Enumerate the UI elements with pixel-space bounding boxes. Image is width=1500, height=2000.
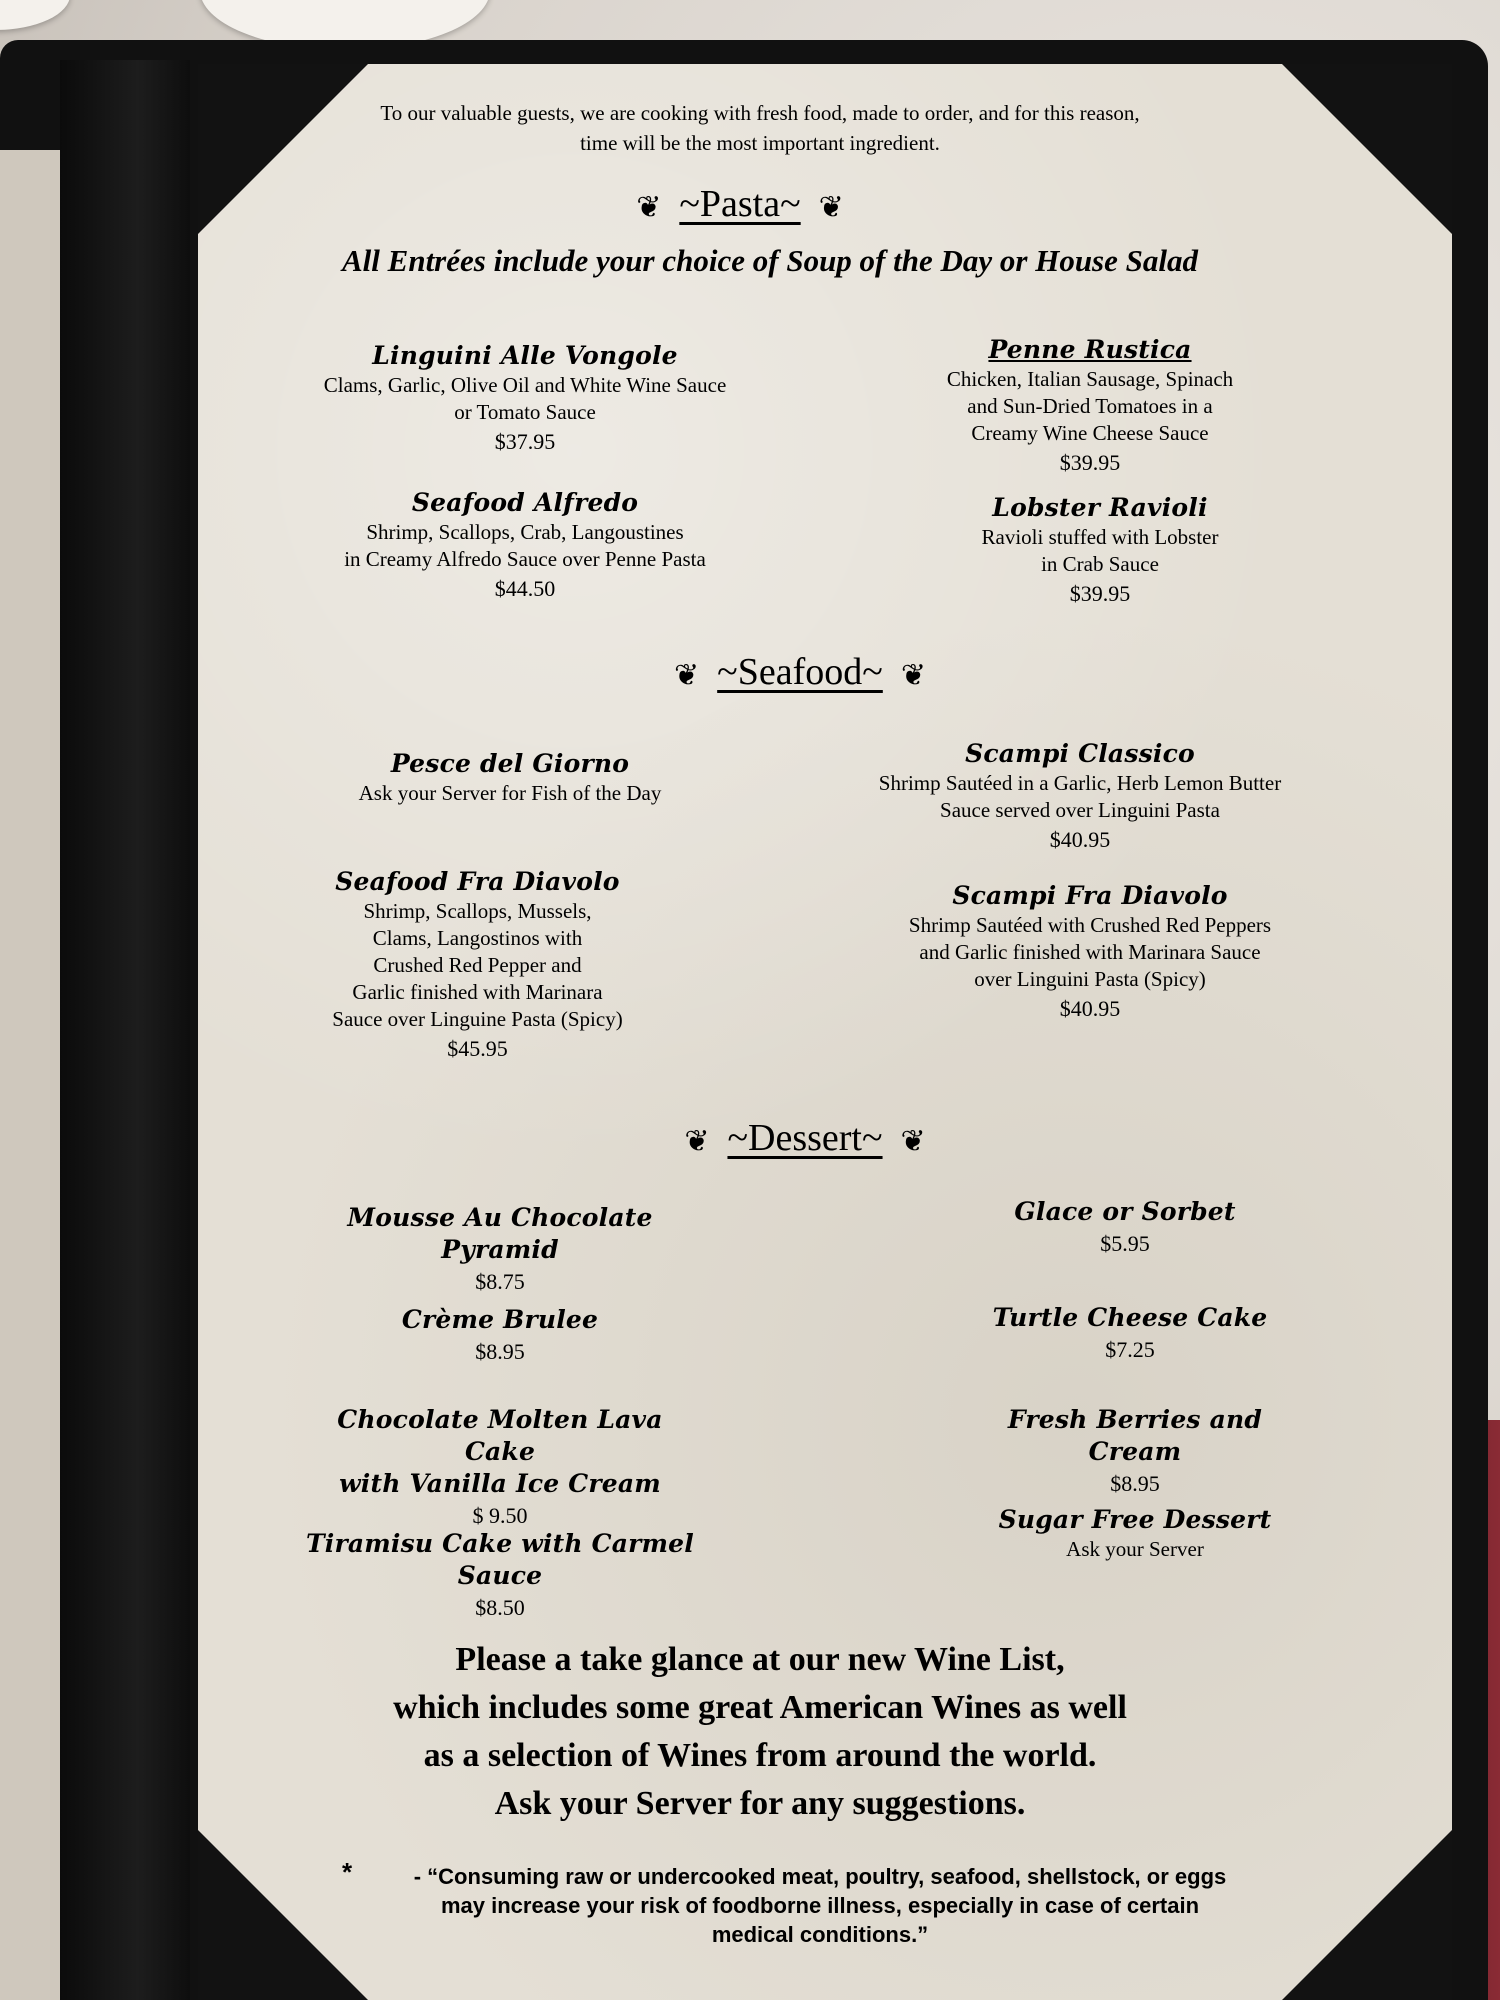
menu-item (300, 487, 750, 605)
wine-line: Ask your Server for any suggestions. (494, 1785, 1026, 1822)
item-price: $44.50 (494, 576, 556, 601)
corner-tab (198, 1830, 368, 2000)
menu-item (310, 1404, 690, 1532)
wine-line: Please a take glance at our new Wine List, (455, 1641, 1065, 1678)
menu-item (300, 748, 720, 807)
item-name: Glace or Sorbet (1014, 1197, 1236, 1226)
intro-line: time will be the most important ingredient. (580, 131, 940, 155)
menu-item (980, 1196, 1270, 1260)
item-price: $40.95 (1049, 827, 1111, 852)
item-description: Shrimp, Scallops, Crab, Langoustines (366, 520, 684, 544)
item-description: in Crab Sauce (1041, 552, 1159, 576)
item-description: Garlic finished with Marinara (352, 980, 603, 1004)
food-safety-warning (342, 1857, 1290, 1949)
item-description: over Linguini Pasta (Spicy) (974, 967, 1206, 991)
item-description: Ask your Server for Fish of the Day (358, 781, 662, 805)
item-price: $5.95 (1100, 1231, 1150, 1256)
item-description: and Sun-Dried Tomatoes in a (967, 394, 1213, 418)
wine-list-note (300, 1636, 1220, 1828)
item-price: $37.95 (494, 429, 556, 454)
seafood-heading (560, 650, 1040, 694)
item-description: Sauce over Linguine Pasta (Spicy) (332, 1007, 623, 1031)
item-price: $7.25 (1105, 1337, 1155, 1362)
menu-item (290, 1528, 710, 1624)
warning-line: - “Consuming raw or undercooked meat, poultry, seafood, shellstock, or eggs (413, 1864, 1227, 1889)
asterisk: * (342, 1857, 353, 1887)
menu-item (380, 1304, 620, 1368)
ornament-icon: ❦ (684, 1124, 710, 1158)
item-description: Creamy Wine Cheese Sauce (971, 421, 1209, 445)
item-name: Sugar Free Dessert (998, 1505, 1272, 1534)
item-description: Shrimp Sautéed with Crushed Red Peppers (908, 913, 1272, 937)
item-price: $45.95 (447, 1036, 508, 1061)
item-name: with Vanilla Ice Cream (339, 1469, 661, 1498)
item-price: $39.95 (1059, 450, 1121, 475)
item-name: Linguini Alle Vongole (372, 341, 678, 370)
item-description: Shrimp, Scallops, Mussels, (363, 899, 592, 923)
item-name: Fresh Berries and Cream (1007, 1405, 1263, 1466)
section-title: ~Dessert~ (727, 1117, 883, 1159)
item-description: Chicken, Italian Sausage, Spinach (946, 367, 1234, 391)
item-description: Sauce served over Linguini Pasta (940, 798, 1220, 822)
item-name: Pesce del Giorno (390, 749, 630, 778)
item-name: Scampi Fra Diavolo (952, 881, 1228, 910)
item-name: Tiramisu Cake with Carmel Sauce (306, 1529, 694, 1590)
ornament-icon: ❦ (900, 1124, 926, 1158)
binder-spine (60, 60, 190, 2000)
item-name: Scampi Classico (965, 739, 1195, 768)
menu-item (900, 334, 1280, 479)
dessert-heading (565, 1116, 1045, 1160)
wine-line: which includes some great American Wines as well (393, 1689, 1127, 1726)
ornament-icon: ❦ (818, 190, 844, 224)
menu-item (290, 340, 760, 458)
pasta-heading (500, 182, 980, 226)
item-description: Shrimp Sautéed in a Garlic, Herb Lemon Butter (878, 771, 1282, 795)
warning-line: may increase your risk of foodborne illness, especially in case of certain (440, 1893, 1200, 1918)
corner-tab (1282, 1830, 1452, 2000)
menu-item (845, 738, 1315, 856)
left-page (0, 150, 60, 2000)
warning-line: medical conditions.” (711, 1922, 929, 1947)
item-price: $8.95 (475, 1339, 525, 1364)
menu-item (990, 1504, 1280, 1563)
item-description: in Creamy Alfredo Sauce over Penne Pasta (344, 547, 706, 571)
menu-item (300, 866, 655, 1065)
intro-note (260, 98, 1260, 158)
item-name: Turtle Cheese Cake (992, 1303, 1268, 1332)
item-name: Crème Brulee (401, 1305, 599, 1334)
ornament-icon: ❦ (900, 658, 926, 692)
item-description: Crushed Red Pepper and (373, 953, 582, 977)
menu-item (960, 1404, 1310, 1500)
item-description: Ask your Server (1066, 1537, 1204, 1561)
wine-line: as a selection of Wines from around the world. (423, 1737, 1097, 1774)
item-price: $ 9.50 (472, 1503, 528, 1528)
corner-tab (1282, 64, 1452, 234)
item-price: $39.95 (1069, 581, 1131, 606)
item-description: Clams, Garlic, Olive Oil and White Wine Sauce (323, 373, 727, 397)
item-description: Clams, Langostinos with (372, 926, 583, 950)
section-title: ~Seafood~ (717, 651, 883, 693)
item-description: and Garlic finished with Marinara Sauce (919, 940, 1261, 964)
item-name: Lobster Ravioli (992, 493, 1208, 522)
item-description: or Tomato Sauce (454, 400, 596, 424)
menu-item (920, 492, 1280, 610)
item-name: Chocolate Molten Lava Cake (337, 1405, 663, 1466)
item-price: $8.95 (1110, 1471, 1160, 1496)
item-name: Mousse Au Chocolate Pyramid (347, 1203, 653, 1264)
item-name: Penne Rustica (988, 335, 1192, 364)
menu-item (300, 1202, 700, 1298)
menu-item (870, 880, 1310, 1025)
intro-line: To our valuable guests, we are cooking with fresh food, made to order, and for this reason, (380, 101, 1140, 125)
ornament-icon: ❦ (674, 658, 700, 692)
section-title: ~Pasta~ (679, 183, 801, 225)
item-price: $40.95 (1059, 996, 1121, 1021)
item-price: $8.75 (475, 1269, 525, 1294)
item-name: Seafood Fra Diavolo (335, 867, 620, 896)
item-price: $8.50 (475, 1595, 525, 1620)
item-description: Ravioli stuffed with Lobster (981, 525, 1219, 549)
item-name: Seafood Alfredo (411, 488, 639, 517)
ornament-icon: ❦ (636, 190, 662, 224)
entree-tagline: All Entrées include your choice of Soup of the Day or House Salad (342, 243, 1198, 278)
menu-item (980, 1302, 1280, 1366)
